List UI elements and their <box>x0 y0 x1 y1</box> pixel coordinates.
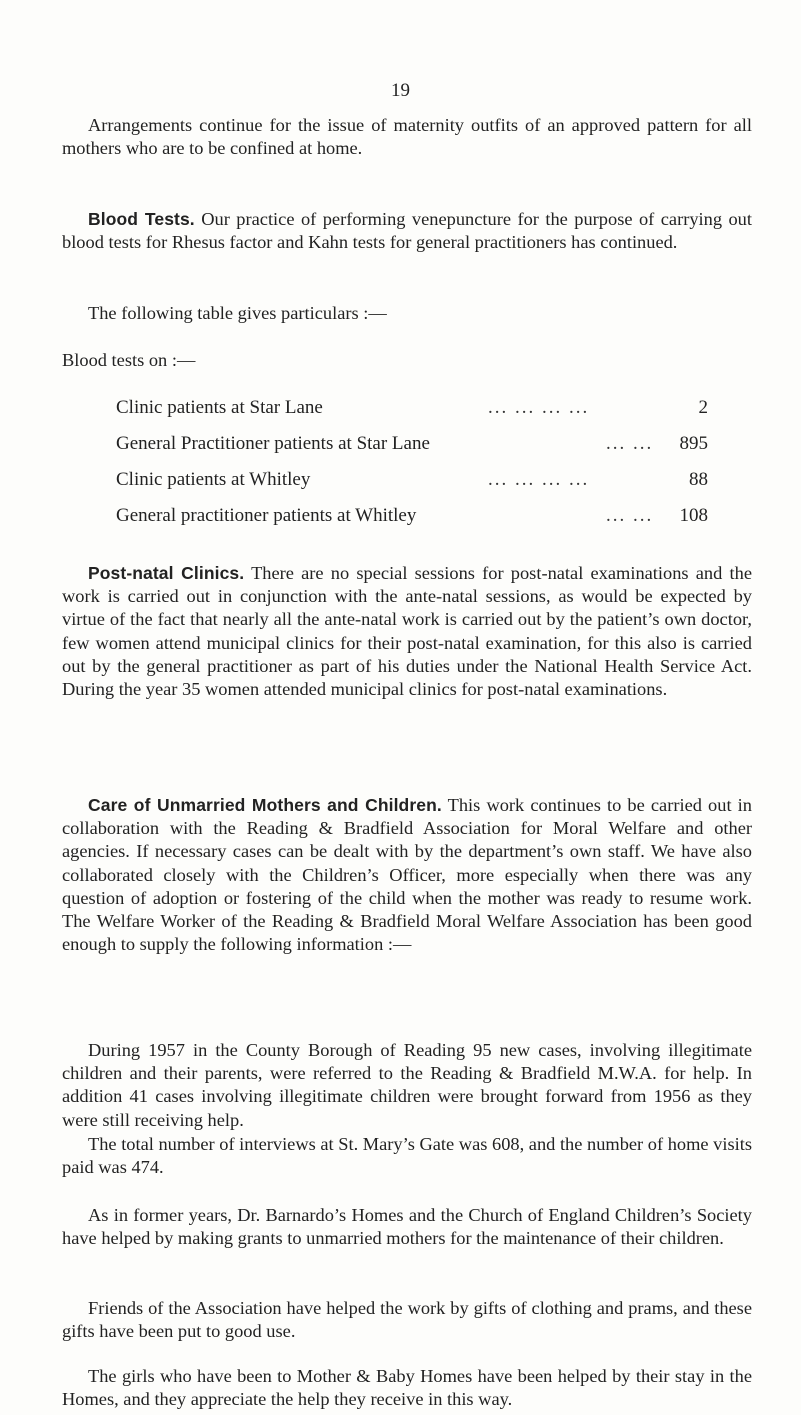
row-leader-dots: ... ... ... ... <box>488 469 590 490</box>
row-value: 895 <box>679 433 708 454</box>
table-row <box>116 432 736 468</box>
table-row <box>116 396 736 432</box>
table-row <box>116 468 736 504</box>
unmarried-body: This work continues to be carried out in collaboration with the Reading & Bradfield Association for Moral Welfare and other agencies. If necessary cases can be dealt with by the department’s own staff. We have also collaborated closely with the Children’s Officer, more especially when there was any question of adoption or fostering of the child when the mother was ready to resume work. The Welfare Worker of the Reading & Bradfield Moral Welfare Association has been good enough to supply the following information :— <box>62 795 752 955</box>
table-row <box>116 504 736 540</box>
paragraph-unmarried-mothers <box>62 794 752 956</box>
row-label: General Practitioner patients at Star Lane <box>116 433 430 454</box>
row-value: 108 <box>679 505 708 526</box>
paragraph-barnardo: As in former years, Dr. Barnardo’s Homes and the Church of England Children’s Society have helped by making grants to unmarried mothers for the maintenance of their children. <box>62 1205 752 1249</box>
paragraph-interviews: The total number of interviews at St. Mary’s Gate was 608, and the number of home visits paid was 474. <box>62 1134 752 1178</box>
paragraph-maternity-outfits: Arrangements continue for the issue of maternity outfits of an approved pattern for all mothers who are to be confined at home. <box>62 115 752 159</box>
page-number: 19 <box>391 80 410 101</box>
heading-unmarried-mothers: Care of Unmarried Mothers and Children. <box>88 795 442 815</box>
heading-post-natal-clinics: Post-natal Clinics. <box>88 563 245 583</box>
paragraph-during-1957: During 1957 in the County Borough of Reading 95 new cases, involving illegitimate children and their parents, were referred to the Reading & Bradfield M.W.A. for help. In addition 41 cases involving illegitimate children were brought forward from 1956 as they were still receiving help. <box>62 1040 752 1130</box>
paragraph-post-natal <box>62 562 752 701</box>
row-value: 88 <box>689 469 708 490</box>
paragraph-friends: Friends of the Association have helped the work by gifts of clothing and prams, and these gifts have been put to good use. <box>62 1298 752 1342</box>
row-label: Clinic patients at Star Lane <box>116 397 323 418</box>
blood-tests-body: Our practice of performing venepuncture for the purpose of carrying out blood tests for Rhesus factor and Kahn tests for general practitioners has continued. <box>62 209 752 253</box>
row-leader-dots: ... ... ... ... <box>488 397 590 418</box>
row-leader-dots: ... ... <box>606 505 654 526</box>
paragraph-blood-tests-on: Blood tests on :— <box>62 350 196 370</box>
row-label: General practitioner patients at Whitley <box>116 505 417 526</box>
paragraph-girls-homes: The girls who have been to Mother & Baby Homes have been helped by their stay in the Homes, and they appreciate the help they receive in this way. <box>62 1366 752 1410</box>
blood-tests-table <box>116 396 736 540</box>
row-leader-dots: ... ... <box>606 433 654 454</box>
post-natal-body: There are no special sessions for post-natal examinations and the work is carried out in conjunction with the ante-natal sessions, as would be expected by virtue of the fact that nearly all the ante-natal work is carried out by the patient’s own doctor, few women attend municipal clinics for their post-natal examination, for this also is carried out by the general practitioner as part of his duties under the National Health Service Act. During the year 35 women attended municipal clinics for post-natal examinations. <box>62 563 752 700</box>
row-label: Clinic patients at Whitley <box>116 469 311 490</box>
paragraph-blood-tests <box>62 208 752 254</box>
paragraph-table-intro: The following table gives particulars :— <box>88 303 387 323</box>
heading-blood-tests: Blood Tests. <box>88 209 195 229</box>
row-value: 2 <box>698 397 708 418</box>
